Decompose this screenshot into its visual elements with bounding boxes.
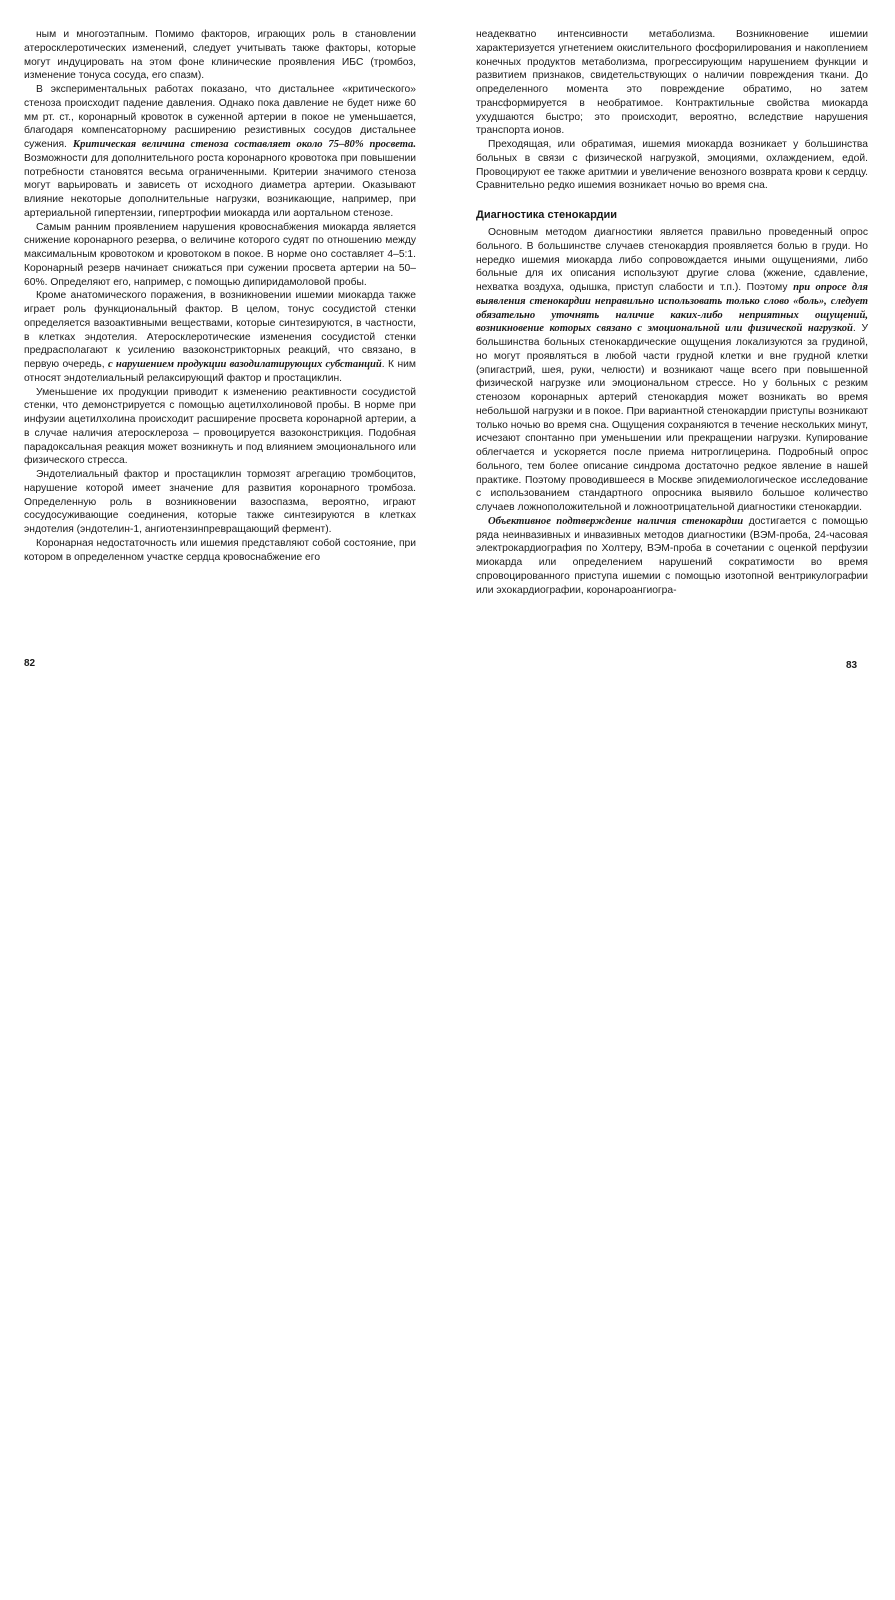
emphasis-text: Критическая величина стеноза составляет около 75–80% просвета. — [72, 139, 416, 150]
emphasis-text: Объективное подтверждение наличия стенокардии — [488, 515, 744, 527]
paragraph — [24, 537, 416, 565]
paragraph — [24, 468, 416, 537]
emphasis-text: при опросе для выявления стенокардии неправильно использовать только слово «боль», следует обязательно уточнять наличие каких-либо неприятных ощущений, возникновение которых связано с эмоциональной или физической нагрузкой — [476, 282, 868, 335]
text-run: Возможности для дополнительного роста коронарного кровотока при повышении потребности становятся весьма ограниченными. Критерии значимого стеноза могут варьировать и зависеть от исходного диаметра артерии. Оказывают влияние некоторые дополнительные нагрузки, возникающие, например, при артериальной гипертензии, гипертрофии миокарда или аортальном стенозе. — [24, 152, 416, 219]
paragraph — [24, 28, 416, 83]
page-number-right: 83 — [846, 660, 858, 671]
right-page — [476, 28, 868, 597]
text-run: Преходящая, или обратимая, ишемия миокарда возникает у большинства больных в связи с физической нагрузкой, эмоциями, охлаждением, едой. Провоцируют ее также аритмии и увеличение венозного возврата крови к сердцу. Сравнительно редко ишемия возникает ночью во время сна. — [476, 139, 868, 192]
text-run: Самым ранним проявлением нарушения кровоснабжения миокарда является снижение коронарного резерва, о величине которого судят по отношению между максимальным кровотоком и кровотоком в покое. В норме оно составляет 4–5:1. Коронарный резерв начинает снижаться при сужении просвета артерии на 50–60%. Определяют его, например, с помощью дипиридамоловой пробы. — [24, 221, 416, 288]
section-heading: Диагностика стенокардии — [476, 209, 618, 221]
text-run: ным и многоэтапным. Помимо факторов, играющих роль в становлении атеросклеротических изменений, следует учитывать также факторы, которые могут индуцировать на этом фоне клинические проявления ИБС (тромбоз, изменение тонуса сосуда, его спазм). — [24, 29, 416, 82]
left-page — [24, 28, 416, 564]
text-run: Коронарная недостаточность или ишемия представляют собой состояние, при котором в определенном участке сердца кровоснабжение его — [24, 537, 416, 563]
paragraph — [476, 28, 868, 138]
paragraph — [476, 226, 868, 515]
page-number-left: 82 — [24, 658, 36, 669]
text-run: . К ним относят эндотелиальный релаксирующий фактор и простациклин. — [24, 359, 416, 384]
emphasis-text: с нарушением продукции вазодилатирующих субстанций — [108, 359, 382, 370]
paragraph — [24, 221, 416, 290]
paragraph — [476, 515, 868, 598]
text-run: . У большинства больных стенокардические ощущения локализуются за грудиной, но могут проявляться в любой части грудной клетки и вне грудной клетки (эпигастрий, шея, руки, челюсти) и возникают чаще всего при повышенной физической нагрузке или эмоциональном стрессе. Но у больных с резким стенозом коронарных артерий стенокардия может возникать во время небольшой нагрузки и в покое. При вариантной стенокардии приступы возникают только ночью во время сна. Ощущения сохраняются в течение нескольких минут, исчезают спонтанно при уменьшении или прекращении нагрузки. Купирование облегчается и ускоряется после приема нитроглицерина. Подробный опрос больного, тем более описание синдрома достаточно редкое явление в нашей практике. Поэтому проводившееся в Москве эпидемиологическое исследование с использованием стандартного опросника выявило большое количество случаев ложноположительной и ложноотрицательной диагностики стенокардии. — [476, 323, 869, 513]
text-run: Кроме анатомического поражения, в возникновении ишемии миокарда также играет роль функциональный фактор. В целом, тонус сосудистой стенки определяется вазоактивными веществами, которые синтезируются, в частности, в клетках эндотелия. Атеросклеротические изменения сосудистой стенки предрасполагают к усилению вазоконстрикторных реакций, что связано, в первую очередь, — [24, 290, 416, 370]
text-run: Основным методом диагностики является правильно проведенный опрос больного. В большинстве случаев стенокардия проявляется болью в груди. Но нередко ишемия миокарда либо сопровождается иными ощущениями, либо больные для их описания используют другие слова (жжение, сдавление, нехватка воздуха, одышка, приступ слабости и т.п.). Поэтому — [476, 227, 868, 293]
text-run: В экспериментальных работах показано, что дистальнее «критического» стеноза происходит падение давления. Однако пока давление не будет ниже 60 мм рт. ст., коронарный кровоток в суженной артерии в покое не уменьшается, благодаря компенсаторному расширению резистивных сосудов дистальнее сужения. — [24, 84, 416, 150]
paragraph — [24, 83, 416, 221]
text-run: неадекватно интенсивности метаболизма. Возникновение ишемии характеризуется угнетением окислительного фосфорилирования и накоплением конечных продуктов метаболизма, прогрессирующим нарушением функции и развитием признаков, свидетельствующих о наличии повреждения ткани. До определенного момента это повреждение обратимо, но затем трансформируется в необратимое. Контрактильные свойства миокарда ухудшаются быстро; это происходит, вероятно, вследствие нарушения транспорта ионов. — [476, 29, 868, 137]
text-run: Эндотелиальный фактор и простациклин тормозят агрегацию тромбоцитов, нарушение которой имеет значение для развития коронарного тромбоза. Определенную роль в возникновении вазоспазма, вероятно, играют сосудосуживающие соединения, которые также синтезируются в клетках эндотелия (эндотелин-1, ангиотензинпревращающий фермент). — [24, 469, 416, 535]
paragraph — [24, 289, 416, 385]
paragraph — [24, 386, 416, 469]
paragraph — [476, 138, 868, 193]
text-run: достигается с помощью ряда неинвазивных и инвазивных методов диагностики (ВЭМ-проба, 24-часовая электрокардиография по Холтеру, ВЭМ-проба в сочетании с оценкой перфузии миокарда или определением нарушений сократимости во время спровоцированного приступа ишемии с помощью изотопной вентрикулографии или эхокардиографии, коронароангиогра- — [476, 515, 868, 596]
text-run: Уменьшение их продукции приводит к изменению реактивности сосудистой стенки, что демонстрируется с помощью ацетилхолиновой пробы. В норме при инфузии ацетилхолина происходит расширение просвета коронарной артерии, а в случае наличия атеросклероза – провоцируется вазоконстрикция. Подобная парадоксальная реакция может возникнуть и под влиянием эмоционального или физического стресса. — [24, 386, 416, 467]
